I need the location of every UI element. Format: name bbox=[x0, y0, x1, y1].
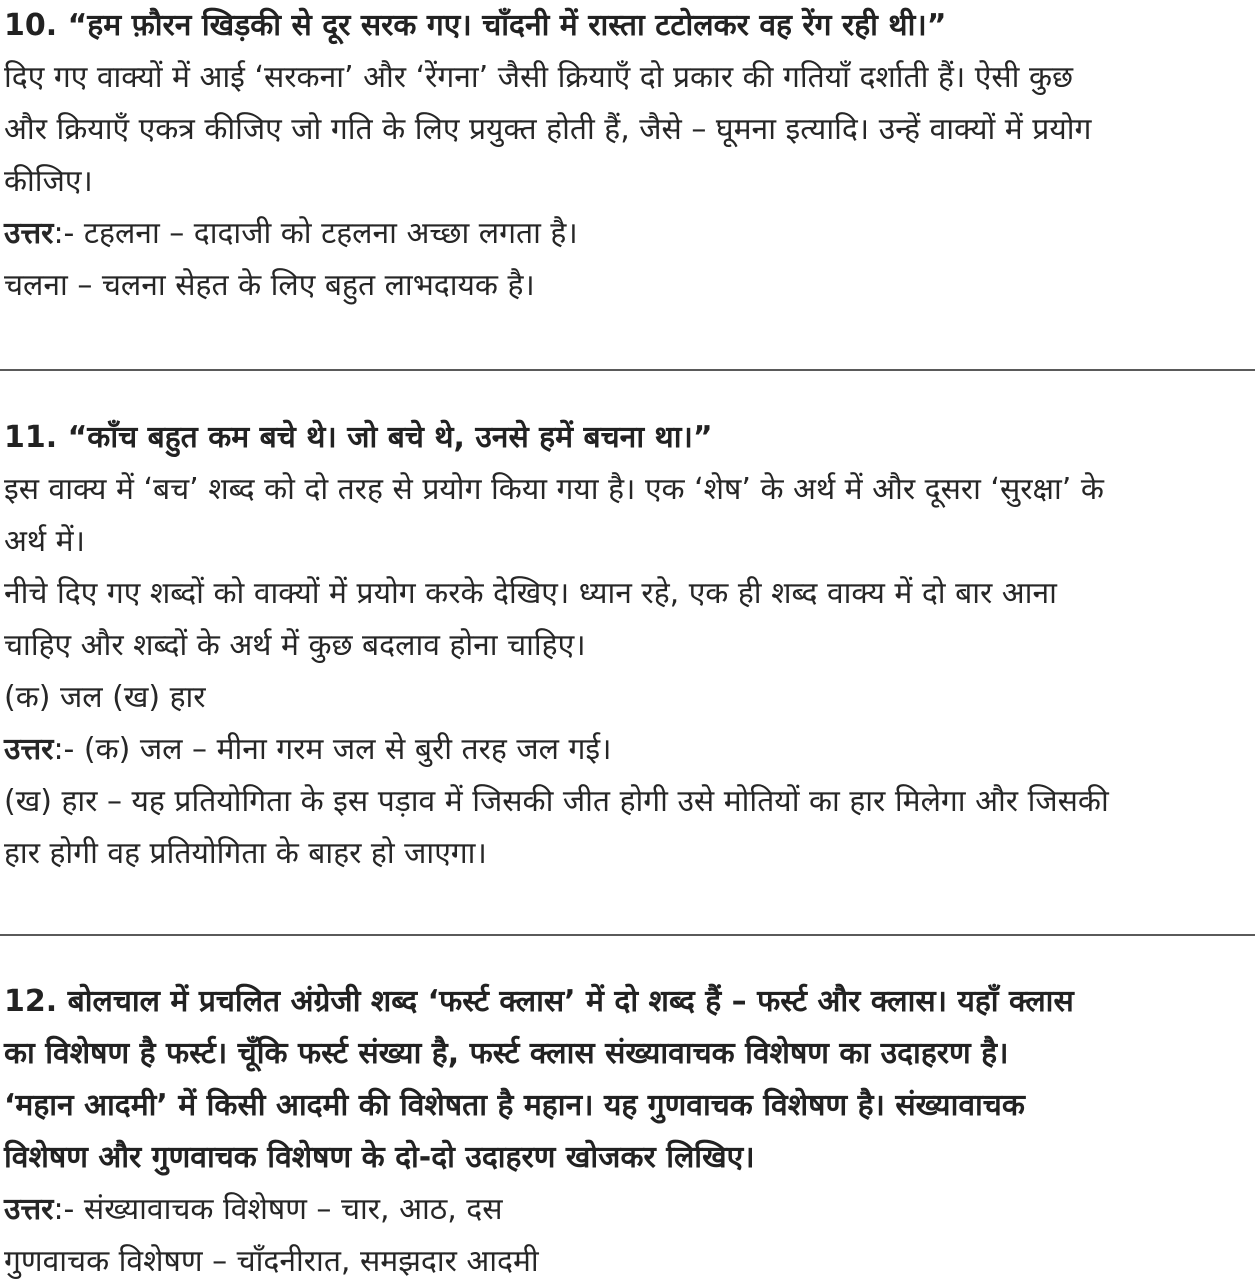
question-11-answer-line-3: हार होगी वह प्रतियोगिता के बाहर हो जाएगा। bbox=[4, 836, 487, 871]
answer-text: (क) जल – मीना गरम जल से बुरी तरह जल गई। bbox=[83, 732, 612, 767]
question-12-heading-line-1: 12. बोलचाल में प्रचलित अंग्रेजी शब्द ‘फर्स्ट क्लास’ में दो शब्द हैं – फर्स्ट और क्लास। यहाँ क्लास bbox=[4, 984, 1074, 1019]
question-10-line-2: और क्रियाएँ एकत्र कीजिए जो गति के लिए प्रयुक्त होती हैं, जैसे – घूमना इत्यादि। उन्हें वाक्यों में प्रयोग bbox=[4, 112, 1092, 147]
answer-separator: :- bbox=[53, 216, 84, 251]
section-divider bbox=[0, 369, 1255, 371]
question-10-line-1: दिए गए वाक्यों में आई ‘सरकना’ और ‘रेंगना’ जैसी क्रियाएँ दो प्रकार की गतियाँ दर्शाती हैं। ऐसी कुछ bbox=[4, 60, 1074, 95]
question-11-line-4: चाहिए और शब्दों के अर्थ में कुछ बदलाव होना चाहिए। bbox=[4, 628, 586, 663]
section-divider bbox=[0, 934, 1255, 936]
question-10-answer-line-2: चलना – चलना सेहत के लिए बहुत लाभदायक है। bbox=[4, 268, 535, 303]
question-11-answer-line-2: (ख) हार – यह प्रतियोगिता के इस पड़ाव में जिसकी जीत होगी उसे मोतियों का हार मिलेगा और जिसकी bbox=[4, 784, 1109, 819]
answer-label: उत्तर bbox=[4, 216, 54, 251]
question-10-line-3: कीजिए। bbox=[4, 164, 93, 199]
question-11-line-1: इस वाक्य में ‘बच’ शब्द को दो तरह से प्रयोग किया गया है। एक ‘शेष’ के अर्थ में और दूसरा ‘सुरक्षा’ के bbox=[4, 472, 1104, 507]
question-11-section bbox=[0, 412, 1255, 880]
answer-label: उत्तर bbox=[4, 732, 54, 767]
answer-text: टहलना – दादाजी को टहलना अच्छा लगता है। bbox=[83, 216, 578, 251]
question-12-heading-line-3: ‘महान आदमी’ में किसी आदमी की विशेषता है महान। यह गुणवाचक विशेषण है। संख्यावाचक bbox=[4, 1088, 1025, 1123]
answer-separator: :- bbox=[53, 1192, 84, 1227]
question-11-answer bbox=[0, 724, 1255, 776]
question-12-answer-line-2: गुणवाचक विशेषण – चाँदनीरात, समझदार आदमी bbox=[4, 1244, 539, 1279]
answer-text: संख्यावाचक विशेषण – चार, आठ, दस bbox=[83, 1192, 503, 1227]
question-11-line-3: नीचे दिए गए शब्दों को वाक्यों में प्रयोग करके देखिए। ध्यान रहे, एक ही शब्द वाक्य में दो बार आना bbox=[4, 576, 1057, 611]
question-10-heading: 10. “हम फ़ौरन खिड़की से दूर सरक गए। चाँदनी में रास्ता टटोलकर वह रेंग रही थी।” bbox=[4, 8, 947, 43]
question-12-heading-line-2: का विशेषण है फर्स्ट। चूँकि फर्स्ट संख्या है, फर्स्ट क्लास संख्यावाचक विशेषण का उदाहरण है। bbox=[4, 1036, 1009, 1071]
question-10-section bbox=[0, 0, 1255, 312]
question-12-answer bbox=[0, 1184, 1255, 1236]
answer-separator: :- bbox=[53, 732, 84, 767]
question-12-section bbox=[0, 976, 1255, 1288]
answer-label: उत्तर bbox=[4, 1192, 54, 1227]
question-11-heading: 11. “काँच बहुत कम बचे थे। जो बचे थे, उनसे हमें बचना था।” bbox=[4, 420, 713, 455]
question-11-line-5: (क) जल (ख) हार bbox=[4, 680, 206, 715]
question-10-answer bbox=[0, 208, 1255, 260]
question-12-heading-line-4: विशेषण और गुणवाचक विशेषण के दो-दो उदाहरण खोजकर लिखिए। bbox=[4, 1140, 755, 1175]
question-11-line-2: अर्थ में। bbox=[4, 524, 85, 559]
